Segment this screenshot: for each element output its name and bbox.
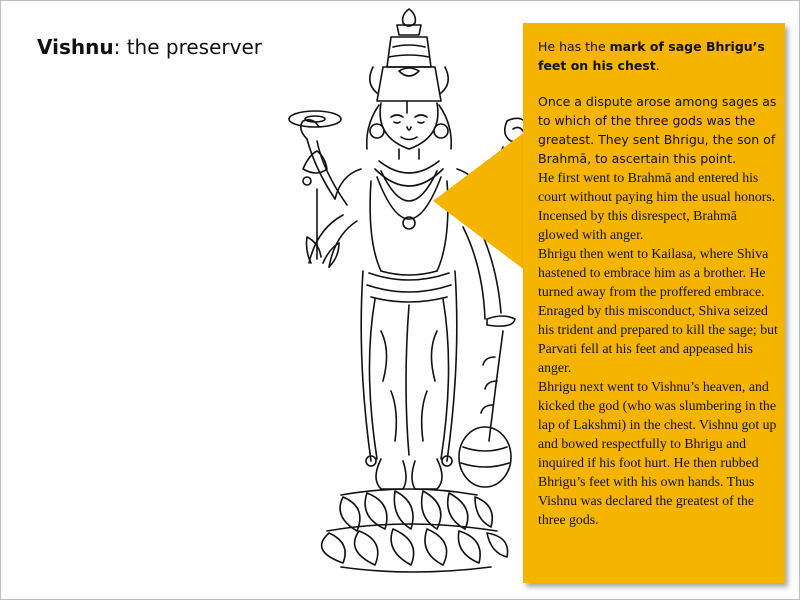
lead-emphasis: mark of sage Bhrigu’s feet on his chest: [538, 39, 765, 73]
title-subtitle: : the preserver: [113, 35, 262, 59]
story-paragraph-brahma: He first went to Brahmā and entered his court without paying him the usual honors. Incensed by this disrespect, Brahmā glowed with anger.: [538, 170, 776, 242]
lead-prefix: He has the: [538, 39, 610, 54]
callout-text: [538, 37, 778, 529]
page-title: [37, 35, 262, 59]
story-intro: Once a dispute arose among sages as to which of the three gods was the greatest. They sent Bhrigu, the son of Brahmā, to ascertain this point.: [538, 94, 777, 166]
callout-lead: [538, 37, 778, 75]
title-deity-name: Vishnu: [37, 35, 114, 59]
story-paragraph-shiva: Bhrigu then went to Kailasa, where Shiva hastened to embrace him as a brother. He turned away from the proffered embrace. Enraged by this misconduct, Shiva seized his trident and prepared to kill the sage; but Parvati fell at his feet and appeased his anger.: [538, 246, 778, 375]
vishnu-illustration-icon: [231, 1, 551, 601]
lead-suffix: .: [655, 58, 660, 73]
story-paragraph-vishnu: Bhrigu next went to Vishnu’s heaven, and kicked the god (who was slumbering in the lap of Lakshmi) in the chest. Vishnu got up and bowed respectfully to Bhrigu and inquired if his foot hurt. He then rubbed Bhrigu’s feet with his own hands. Thus Vishnu was declared the greatest of the three gods.: [538, 379, 777, 527]
